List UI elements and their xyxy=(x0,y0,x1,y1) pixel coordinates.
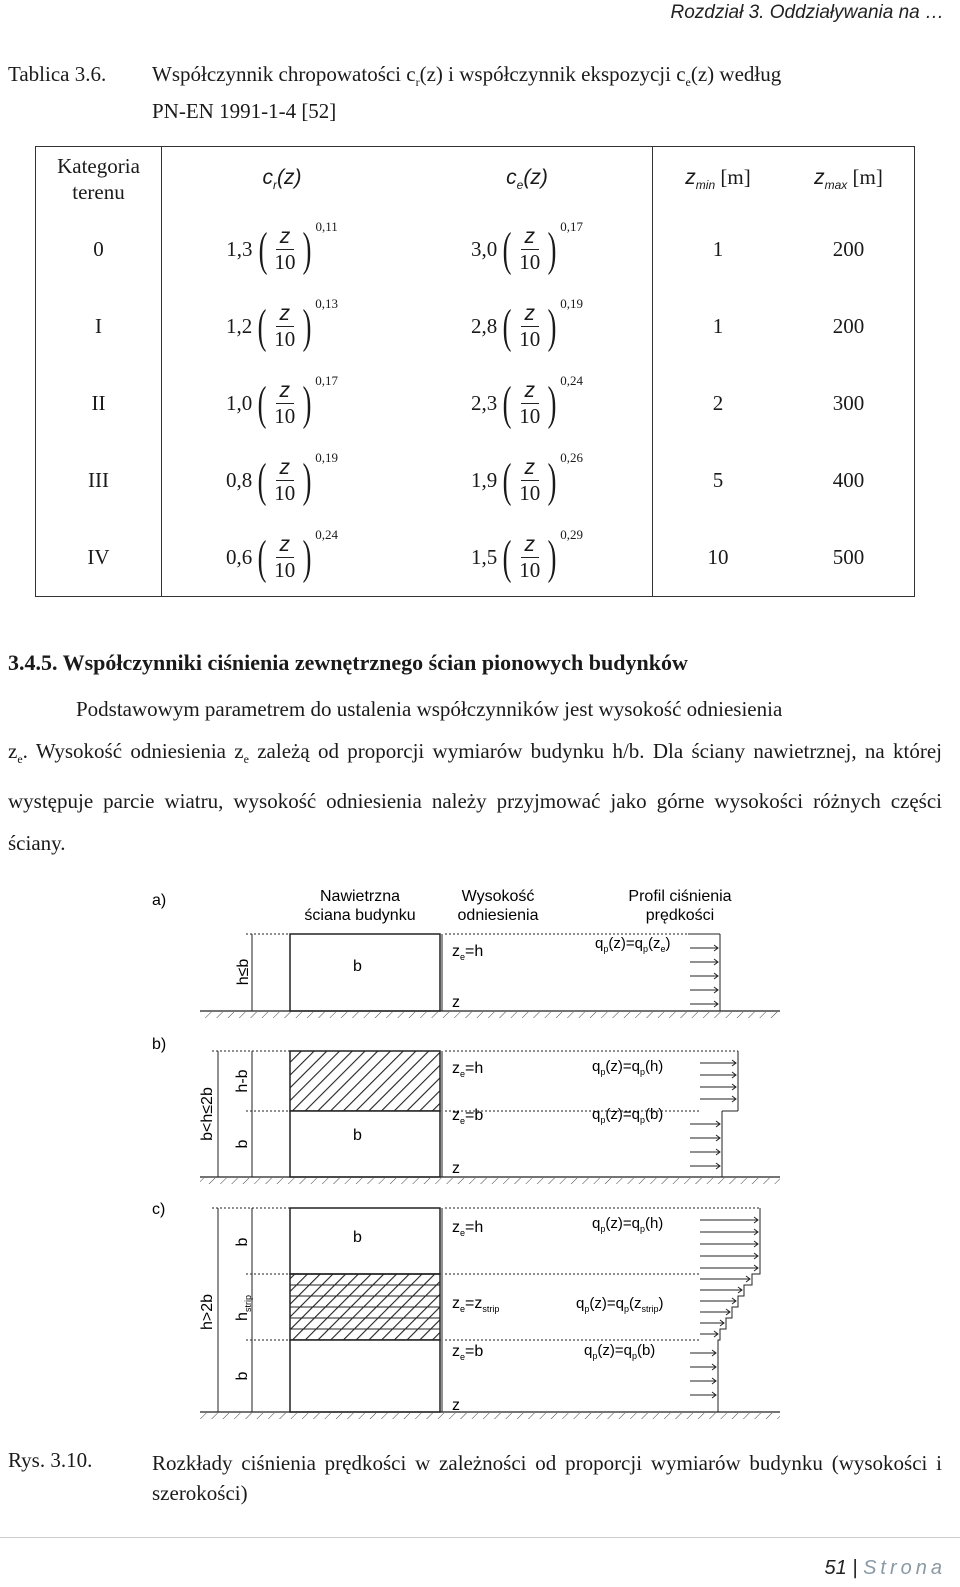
cell-ce xyxy=(402,211,653,288)
case-b-q-h: $q_p(z)=q_p(h)$ xyxy=(592,1058,664,1077)
cell-zmin: 1 xyxy=(653,288,784,365)
case-b-q-b: $q_p(z)=q_p(b)$ xyxy=(592,1106,664,1125)
power-expression xyxy=(226,218,338,276)
paragraph-text-b: . Wysokość odniesienia z xyxy=(22,739,244,763)
right-paren: ) xyxy=(302,376,312,430)
fraction-denominator: 10 xyxy=(274,404,296,428)
case-b-dim-total: b<h≤2b xyxy=(199,1087,216,1141)
power-expression xyxy=(226,372,338,430)
power-expression xyxy=(226,295,338,353)
case-c-dim-strip: $h_{strip}$ xyxy=(234,1295,253,1321)
footer-divider xyxy=(0,1537,960,1538)
running-header: Rozdział 3. Oddziaływania na … xyxy=(670,2,944,23)
fraction-denominator: 10 xyxy=(519,558,541,582)
section-title: 3.4.5. Współczynniki ciśnienia zewnętrznego ścian pionowych budynków xyxy=(8,650,688,675)
fraction xyxy=(515,379,544,428)
header-ce-sub: e xyxy=(516,178,524,193)
right-paren: ) xyxy=(547,530,557,584)
fraction-numerator: z xyxy=(276,533,295,558)
power-expression xyxy=(471,295,583,353)
case-a-ground xyxy=(200,1012,780,1018)
paragraph-ze-sub2: e xyxy=(243,752,249,767)
caption-sub-a: r xyxy=(415,75,420,90)
case-c-z: z xyxy=(452,1397,460,1414)
case-c-width: b xyxy=(353,1229,362,1246)
fraction xyxy=(270,379,299,428)
fraction xyxy=(515,302,544,351)
header-zmax-unit: [m] xyxy=(852,165,883,190)
header-cr-arg: (z) xyxy=(277,166,302,190)
header-cr xyxy=(162,147,403,212)
header-category xyxy=(36,147,162,212)
table-label: Tablica 3.6. xyxy=(8,62,107,86)
cell-zmin: 5 xyxy=(653,442,784,519)
case-c-wall-bottom xyxy=(290,1340,440,1412)
left-paren: ( xyxy=(257,376,267,430)
fraction-numerator: z xyxy=(521,225,540,250)
page-footer xyxy=(824,1557,946,1580)
left-paren: ( xyxy=(502,530,512,584)
fraction xyxy=(515,533,544,582)
fraction-denominator: 10 xyxy=(519,404,541,428)
coefficient: 1,3 xyxy=(226,237,253,261)
cell-zmin: 1 xyxy=(653,211,784,288)
fraction-numerator: z xyxy=(521,379,540,404)
cell-category: III xyxy=(36,442,162,519)
header-zmin-symbol: z xyxy=(685,166,696,190)
cell-zmax: 500 xyxy=(783,519,915,597)
power-expression xyxy=(471,218,583,276)
case-a-wall xyxy=(290,934,440,1011)
case-b-label: b) xyxy=(152,1036,167,1053)
header-ce xyxy=(402,147,653,212)
caption-sub-b: e xyxy=(685,75,691,90)
exponent: 0,29 xyxy=(560,526,583,542)
case-c-ze-b: $z_e=b$ xyxy=(452,1343,484,1362)
power-expression xyxy=(471,449,583,507)
cell-zmax: 400 xyxy=(783,442,915,519)
right-paren: ) xyxy=(303,222,312,276)
header-zmin xyxy=(653,147,784,212)
case-c-q-h: $q_p(z)=q_p(h)$ xyxy=(592,1215,664,1234)
fraction-numerator: z xyxy=(276,302,295,327)
left-paren: ( xyxy=(502,453,512,507)
case-c-wall-top xyxy=(290,1208,440,1274)
figure-caption: Rozkłady ciśnienia prędkości w zależności od proporcji wymiarów budynku (wysokości i szerokości) xyxy=(152,1451,942,1505)
coefficient: 1,5 xyxy=(471,545,498,569)
cell-zmax: 300 xyxy=(783,365,915,442)
header-category-line1: Kategoria xyxy=(57,154,140,178)
table-row xyxy=(36,288,915,365)
fraction xyxy=(515,456,544,505)
case-b-z: z xyxy=(452,1160,460,1177)
fraction-denominator: 10 xyxy=(274,250,296,274)
cell-category: 0 xyxy=(36,211,162,288)
case-b-profile xyxy=(690,1051,738,1177)
exponent: 0,19 xyxy=(315,449,338,465)
coefficient: 3,0 xyxy=(471,237,498,261)
right-paren: ) xyxy=(302,453,312,507)
fraction xyxy=(270,456,299,505)
exponent: 0,11 xyxy=(315,218,338,234)
cell-zmin: 10 xyxy=(653,519,784,597)
exponent: 0,17 xyxy=(560,218,583,234)
footer-word: Strona xyxy=(863,1557,946,1579)
header-ce-symbol: c xyxy=(506,166,517,190)
coefficient: 1,0 xyxy=(226,391,253,415)
case-c-q-strip: $q_p(z)=q_p(z_{strip})$ xyxy=(576,1295,664,1314)
header-zmax-symbol: z xyxy=(814,166,825,190)
cell-ce xyxy=(402,288,653,365)
case-a-q: $q_p(z)=q_p(z_e)$ xyxy=(595,935,671,954)
table-row xyxy=(36,365,915,442)
fraction xyxy=(270,302,299,351)
header-ce-arg: (z) xyxy=(523,166,548,190)
cell-cr xyxy=(162,288,403,365)
left-paren: ( xyxy=(257,299,267,353)
paragraph-text-c: zależą od proporcji wymiarów budynku h/b. Dla ściany nawietrznej, na której występuje parcie wiatru, wysokość odniesienia należy przyjmować jako górne wysokości różnych części ściany. xyxy=(8,739,942,856)
col-profile-line1: Profil ciśnienia xyxy=(628,888,732,905)
exponent: 0,26 xyxy=(560,449,583,465)
paragraph-rest xyxy=(8,730,942,864)
right-paren: ) xyxy=(547,299,557,353)
table-row xyxy=(36,442,915,519)
exponent: 0,19 xyxy=(560,295,583,311)
header-cr-sub: r xyxy=(273,178,277,193)
case-c-label: c) xyxy=(152,1201,166,1218)
exponent: 0,24 xyxy=(315,526,338,542)
pressure-profile-figure xyxy=(140,868,780,1433)
fraction xyxy=(270,533,299,582)
left-paren: ( xyxy=(502,299,512,353)
table-caption-line2: PN-EN 1991-1-4 [52] xyxy=(152,99,337,123)
coefficient-table xyxy=(35,146,915,597)
table-header-row xyxy=(36,147,915,212)
left-paren: ( xyxy=(257,453,267,507)
left-paren: ( xyxy=(257,530,267,584)
caption-text-b: (z) i współczynnik ekspozycji c xyxy=(419,62,686,86)
case-b-width: b xyxy=(353,1127,362,1144)
case-b-ground xyxy=(200,1178,780,1184)
header-category-line2: terenu xyxy=(72,180,125,204)
case-c-q-b: $q_p(z)=q_p(b)$ xyxy=(584,1342,656,1361)
case-b-wall-top xyxy=(290,1051,440,1111)
fraction-denominator: 10 xyxy=(274,481,296,505)
fraction-denominator: 10 xyxy=(519,327,541,351)
page-number: 51 xyxy=(824,1557,847,1579)
table-row xyxy=(36,519,915,597)
fraction-numerator: z xyxy=(521,533,540,558)
fraction xyxy=(270,225,299,274)
fraction-denominator: 10 xyxy=(519,250,541,274)
case-a-profile xyxy=(688,934,720,1011)
fraction-numerator: z xyxy=(276,225,295,250)
cell-cr xyxy=(162,519,403,597)
case-a-width: b xyxy=(353,958,362,975)
case-a-ze: $z_e=h$ xyxy=(452,943,484,962)
exponent: 0,17 xyxy=(315,372,338,388)
case-b-ze-b: $z_e=b$ xyxy=(452,1107,484,1126)
fraction-denominator: 10 xyxy=(274,558,296,582)
cell-cr xyxy=(162,211,403,288)
col-wall-line1: Nawietrzna xyxy=(319,888,401,905)
right-paren: ) xyxy=(547,376,557,430)
cell-zmin: 2 xyxy=(653,365,784,442)
header-zmax-sub: max xyxy=(824,178,848,193)
case-c-ground xyxy=(200,1413,780,1419)
header-zmin-sub: min xyxy=(695,178,716,193)
paragraph-ze: z xyxy=(8,739,18,763)
cell-cr xyxy=(162,442,403,519)
col-height-line2: odniesienia xyxy=(457,907,539,924)
fraction-numerator: z xyxy=(521,302,540,327)
case-c-profile xyxy=(690,1208,760,1412)
case-c-ze-h: $z_e=h$ xyxy=(452,1219,484,1238)
cell-cr xyxy=(162,365,403,442)
power-expression xyxy=(226,526,338,584)
left-paren: ( xyxy=(502,376,512,430)
caption-text-c: (z) według xyxy=(690,62,782,86)
coefficient: 1,9 xyxy=(471,468,498,492)
exponent: 0,24 xyxy=(560,372,583,388)
fraction-denominator: 10 xyxy=(274,327,296,351)
fraction-numerator: z xyxy=(521,456,540,481)
footer-separator: | xyxy=(852,1557,858,1579)
power-expression xyxy=(471,372,583,430)
cell-category: IV xyxy=(36,519,162,597)
cell-ce xyxy=(402,519,653,597)
right-paren: ) xyxy=(547,222,557,276)
case-b-wall-bottom xyxy=(290,1111,440,1177)
fraction-denominator: 10 xyxy=(519,481,541,505)
cell-ce xyxy=(402,442,653,519)
table-caption xyxy=(152,62,942,90)
right-paren: ) xyxy=(302,530,312,584)
col-height-line1: Wysokość xyxy=(461,888,535,905)
power-expression xyxy=(226,449,338,507)
paragraph-ze-sub: e xyxy=(17,752,23,767)
right-paren: ) xyxy=(302,299,312,353)
fraction-numerator: z xyxy=(276,379,295,404)
coefficient: 1,2 xyxy=(226,314,253,338)
right-paren: ) xyxy=(547,453,557,507)
caption-text-a: Współczynnik chropowatości c xyxy=(152,62,416,86)
section-paragraph xyxy=(8,688,942,864)
case-c-dim-top: b xyxy=(234,1237,251,1247)
case-b-dim-top: h-b xyxy=(234,1069,251,1093)
left-paren: ( xyxy=(258,222,267,276)
coefficient: 0,8 xyxy=(226,468,253,492)
case-b-dim-bottom: b xyxy=(234,1139,251,1149)
case-c-dim-bottom: b xyxy=(234,1371,251,1381)
coefficient: 2,8 xyxy=(471,314,498,338)
col-profile-line2: prędkości xyxy=(645,907,715,924)
case-a-z: z xyxy=(452,994,460,1011)
fraction xyxy=(515,225,544,274)
cell-zmax: 200 xyxy=(783,211,915,288)
coefficient: 2,3 xyxy=(471,391,498,415)
table-row xyxy=(36,211,915,288)
case-c-dim-total: h>2b xyxy=(199,1293,216,1331)
case-b-ze-h: $z_e=h$ xyxy=(452,1060,484,1079)
case-c-ze-strip: $z_e=z_{strip}$ xyxy=(452,1295,500,1314)
col-wall-line2: ściana budynku xyxy=(304,907,416,924)
header-cr-symbol: c xyxy=(262,166,273,190)
paragraph-line1: Podstawowym parametrem do ustalenia współczynników jest wysokość odniesienia xyxy=(76,697,783,721)
exponent: 0,13 xyxy=(315,295,338,311)
cell-category: I xyxy=(36,288,162,365)
case-a-dim-h: h≤b xyxy=(235,958,252,986)
header-zmin-unit: [m] xyxy=(720,165,751,190)
cell-category: II xyxy=(36,365,162,442)
cell-ce xyxy=(402,365,653,442)
coefficient: 0,6 xyxy=(226,545,253,569)
fraction-numerator: z xyxy=(276,456,295,481)
left-paren: ( xyxy=(502,222,512,276)
figure-label: Rys. 3.10. xyxy=(8,1448,93,1472)
case-a-label: a) xyxy=(152,892,167,909)
cell-zmax: 200 xyxy=(783,288,915,365)
header-zmax xyxy=(783,147,915,212)
power-expression xyxy=(471,526,583,584)
